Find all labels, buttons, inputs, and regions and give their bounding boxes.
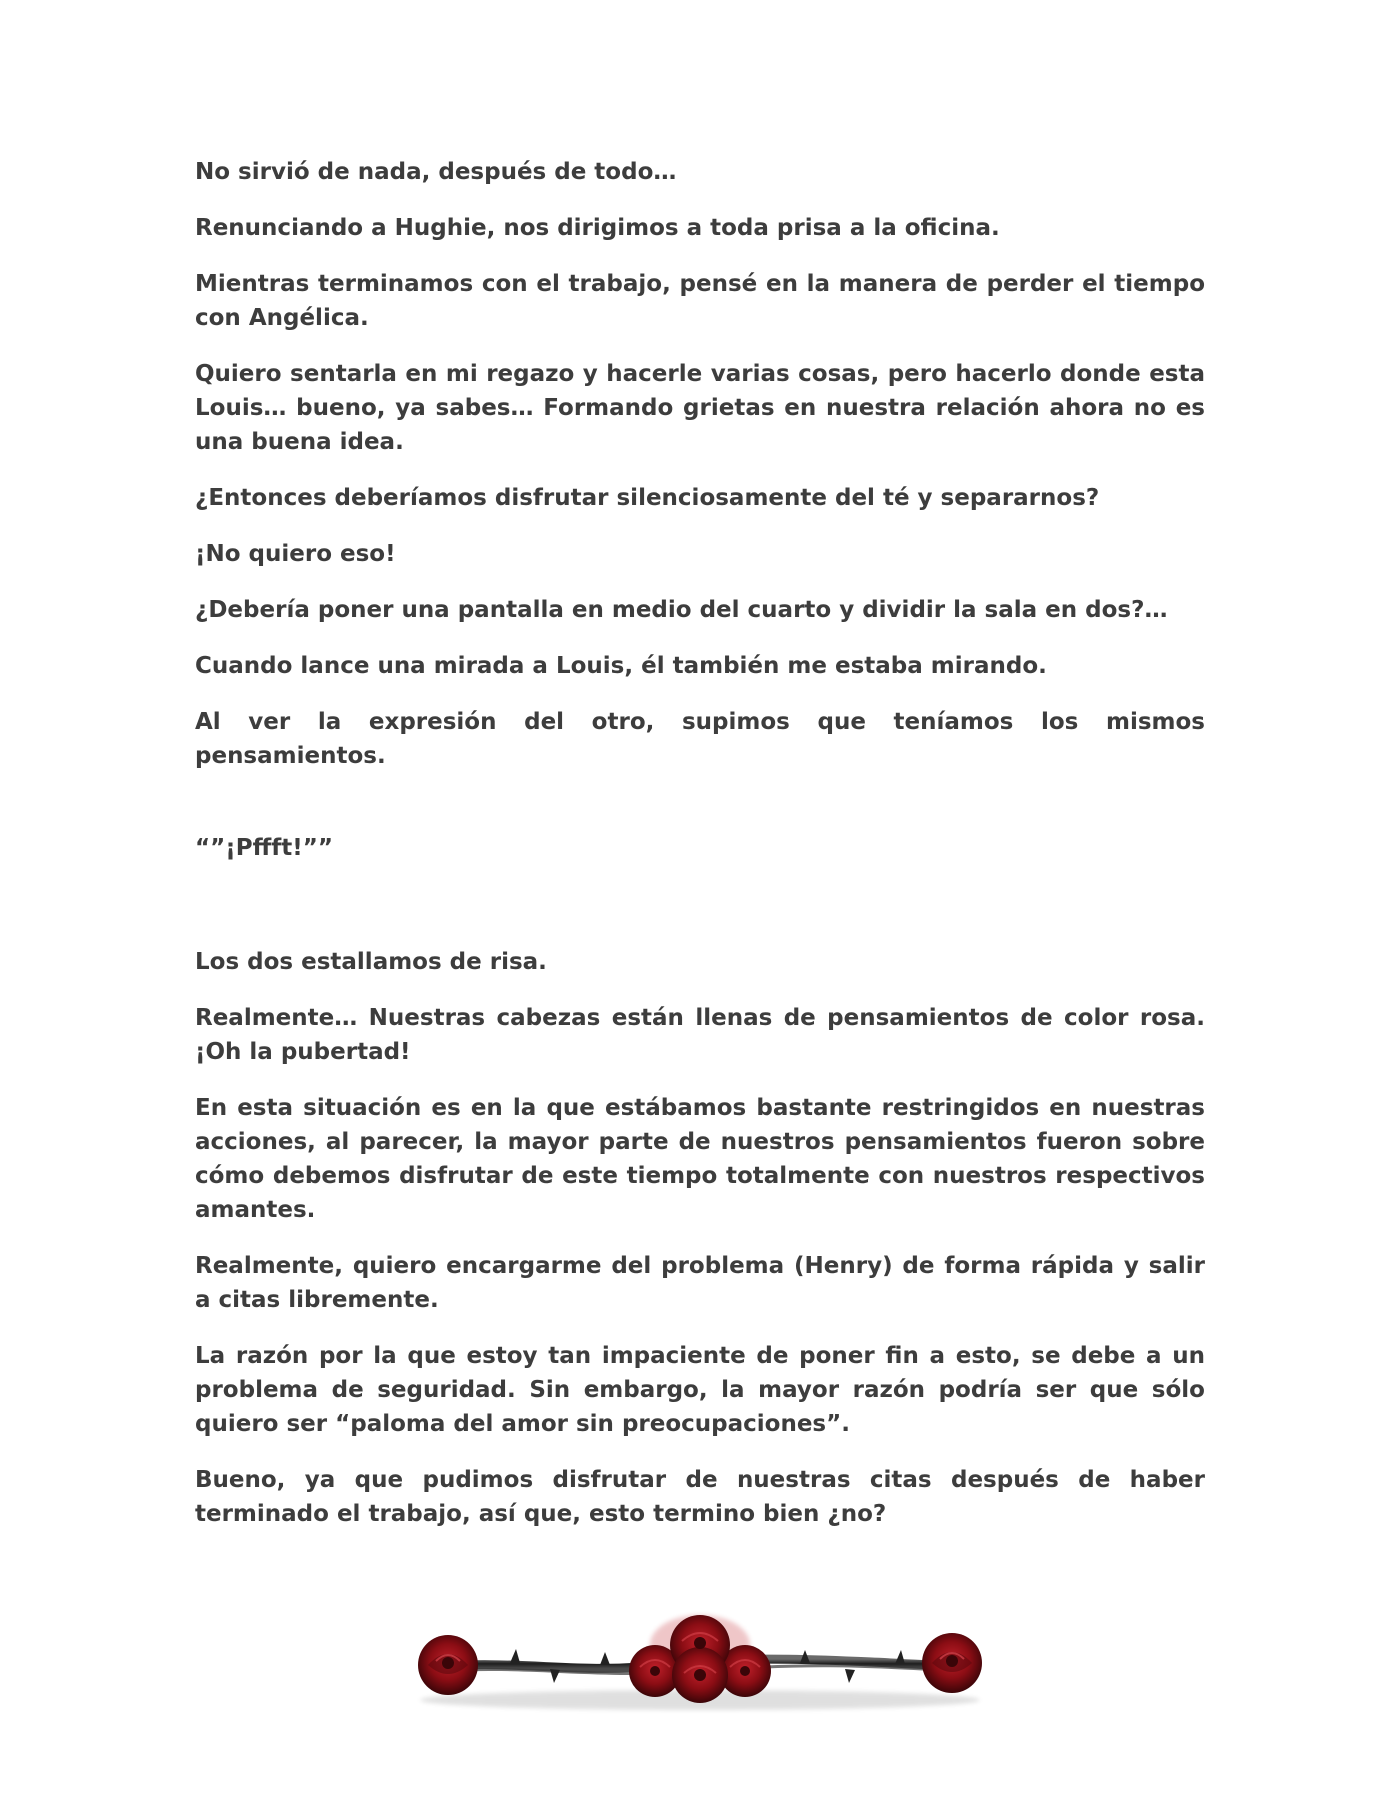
paragraph: ¿Debería poner una pantalla en medio del cuarto y dividir la sala en dos?… — [195, 597, 1168, 623]
paragraph: Realmente… Nuestras cabezas están llenas de pensamientos de color rosa. ¡Oh la pubertad! — [195, 1005, 1205, 1065]
paragraph: No sirvió de nada, después de todo… — [195, 159, 677, 185]
paragraph: Los dos estallamos de risa. — [195, 949, 547, 975]
paragraph: Renunciando a Hughie, nos dirigimos a toda prisa a la oficina. — [195, 215, 1000, 241]
paragraph: Bueno, ya que pudimos disfrutar de nuestras citas después de haber terminado el trabajo, así que, esto termino bien ¿no? — [195, 1467, 1205, 1527]
paragraph: Quiero sentarla en mi regazo y hacerle varias cosas, pero hacerlo donde esta Louis… bueno, ya sabes… Formando grietas en nuestra relación ahora no es una buena idea. — [195, 361, 1205, 455]
rose-vine-divider-icon — [400, 1605, 1000, 1725]
paragraph: ¿Entonces deberíamos disfrutar silenciosamente del té y separarnos? — [195, 485, 1100, 511]
paragraph: Al ver la expresión del otro, supimos que teníamos los mismos pensamientos. — [195, 709, 1205, 769]
body-text — [195, 155, 1205, 1553]
dialogue-line: “”¡Pffft!”” — [195, 835, 333, 861]
paragraph: ¡No quiero eso! — [195, 541, 396, 567]
paragraph: Realmente, quiero encargarme del problema (Henry) de forma rápida y salir a citas libremente. — [195, 1253, 1205, 1313]
paragraph: La razón por la que estoy tan impaciente de poner fin a esto, se debe a un problema de seguridad. Sin embargo, la mayor razón podría ser que sólo quiero ser “paloma del amor sin preocupaciones”. — [195, 1343, 1205, 1437]
paragraph: Mientras terminamos con el trabajo, pensé en la manera de perder el tiempo con Angélica. — [195, 271, 1205, 331]
paragraph: En esta situación es en la que estábamos bastante restringidos en nuestras acciones, al parecer, la mayor parte de nuestros pensamientos fueron sobre cómo debemos disfrutar de este tiempo totalmente con nuestros respectivos amantes. — [195, 1095, 1205, 1223]
paragraph: Cuando lance una mirada a Louis, él también me estaba mirando. — [195, 653, 1047, 679]
